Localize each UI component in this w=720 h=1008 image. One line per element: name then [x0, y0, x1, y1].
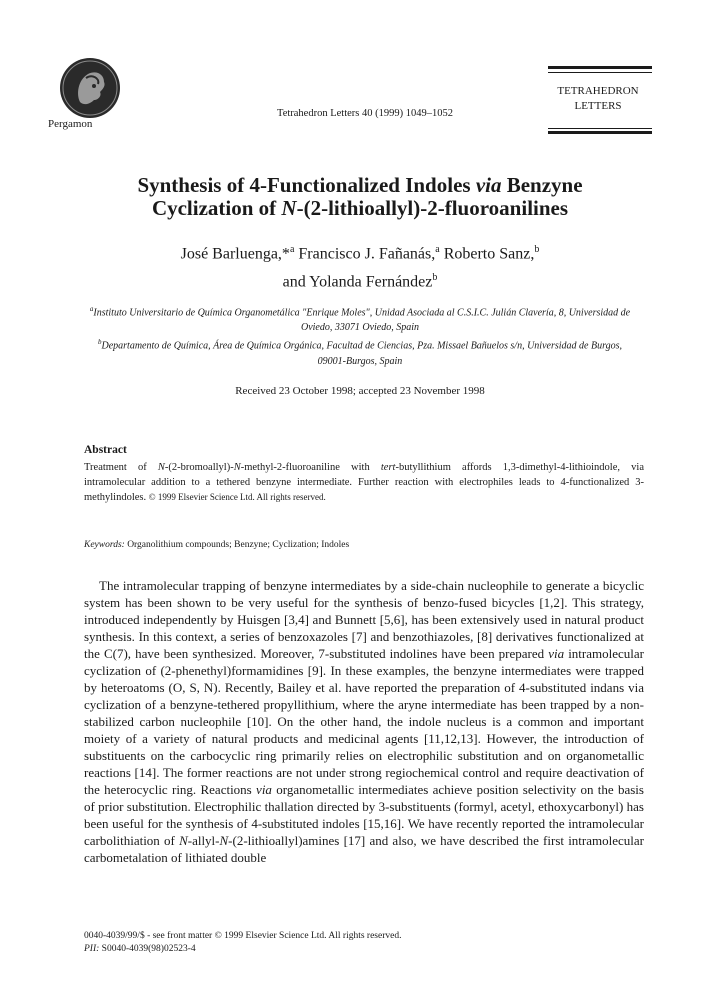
footer	[84, 930, 401, 956]
header-rule-top-thin	[548, 72, 652, 73]
journal-name-line2: LETTERS	[574, 100, 622, 112]
header-rule-bottom	[548, 128, 652, 129]
author-line-1: José Barluenga,*$^a$ Francisco J. Fañanás,$^a$ Roberto Sanz,$^b$	[180, 244, 540, 263]
abstract-text: Treatment of N-(2-bromoallyl)-N-methyl-2-fluoroaniline with tert-butyllithium affords 1,3-dimethyl-4-lithioindole, via intramolecular addition to a tethered benzyne intermediate. Further reaction with electrophiles leads to 4-functionalized 3-methylindoles. © 1999 Elsevier Science Ltd. All rights reserved.	[84, 462, 645, 503]
title-line-1: Synthesis of 4-Functionalized Indoles via Benzyne	[137, 173, 583, 197]
body-text	[84, 577, 644, 866]
abstract-copyright: © 1999 Elsevier Science Ltd. All rights reserved.	[148, 492, 326, 502]
affiliations	[60, 302, 660, 369]
body-paragraph: The intramolecular trapping of benzyne intermediates by a side-chain nucleophile to generate a bicyclic system has been shown to be very useful for the synthesis of benzo-fused bicycles [1,2]. This strategy, introduced independently by Huisgen [3,4] and Bunnett [5,6], has been extensively used in natural product synthesis. In this context, a series of benzoxazoles [7] and benzothiazoles, [8] derivatives functionalized at the C(7), have been synthesized. Moreover, 7-substituted indolines have been prepared via intramolecular cyclization of (2-phenethyl)formamidines [9]. In these examples, the benzyne intermediates were trapped by heteroatoms (O, S, N). Recently, Bailey et al. have reported the preparation of 4-substituted indans via cyclization of a benzyne-tethered propyllithium, where the aryne intermediate has been trapped by a non-stabilized carbon nucleophile [10]. On the other hand, the indole nucleus is a common and important moiety of a variety of natural products and medicinal agents [11,12,13]. However, the introduction of substituents on the carbocyclic ring primarily relies on electrophilic substitution and on organometallic reactions [14]. The former reactions are not under strong regiochemical control and require deactivation of the heterocyclic ring. Reactions via organometallic intermediates achieve position selectivity on the basis of prior substitution. Electrophilic thallation directed by 3-substituents (formyl, acetyl, ethoxycarbonyl) has been useful for the synthesis of 4-substituted indoles [15,16]. We have recently reported the intramolecular carbolithiation of N-allyl-N-(2-lithioallyl)amines [17] and also, we have described the first intramolecular carbometalation of lithiated double	[84, 578, 644, 865]
abstract-heading: Abstract	[84, 444, 127, 456]
paper-title	[60, 174, 660, 220]
title-line-2: Cyclization of N-(2-lithioallyl)-2-fluoroanilines	[151, 196, 569, 220]
author-line-2: and Yolanda Fernández$^b$	[282, 272, 438, 291]
header-rule-top	[548, 66, 652, 69]
received-dates: Received 23 October 1998; accepted 23 November 1998	[235, 385, 485, 397]
journal-name-line1: TETRAHEDRON	[557, 85, 639, 97]
keywords-text: Organolithium compounds; Benzyne; Cyclization; Indoles	[124, 540, 350, 550]
affiliation-a: $^a$Instituto Universitario de Química Organometálica "Enrique Moles", Unidad Asociada al C.S.I.C. Julián Clavería, 8, Universidad de	[89, 305, 631, 319]
publisher-name: Pergamon	[48, 118, 93, 130]
author-list	[60, 238, 660, 295]
affiliation-b-line2: 09001-Burgos, Spain	[317, 355, 403, 367]
footer-pii: PII: S0040-4039(98)02523-4	[84, 944, 196, 954]
keywords-label: Keywords:	[84, 540, 125, 550]
journal-citation: Tetrahedron Letters 40 (1999) 1049–1052	[277, 108, 453, 119]
affiliation-a-line2: Oviedo, 33071 Oviedo, Spain	[300, 322, 420, 334]
affiliation-b: $^b$Departamento de Química, Área de Química Orgánica, Facultad de Ciencias, Pza. Missael Bañuelos s/n, Universidad de Burgos,	[98, 338, 622, 352]
footer-copyright: 0040-4039/99/$ - see front matter © 1999 Elsevier Science Ltd. All rights reserved.	[84, 931, 402, 941]
header-rule-bottom-thick	[548, 131, 652, 134]
keywords	[84, 540, 349, 550]
journal-name	[548, 84, 648, 114]
